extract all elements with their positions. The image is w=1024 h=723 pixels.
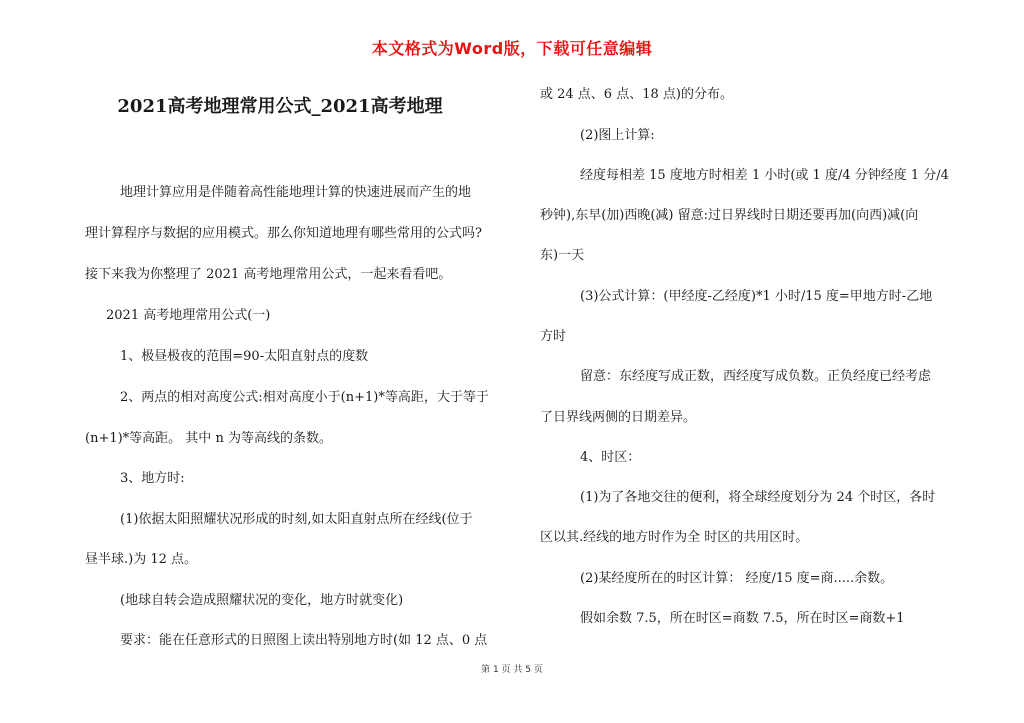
paragraph-line: (2)图上计算: <box>580 128 655 143</box>
paragraph-line: 经度每相差 15 度地方时相差 1 小时(或 1 度/4 分钟经度 1 分/4 <box>580 168 949 183</box>
paragraph-line: (3)公式计算：(甲经度-乙经度)*1 小时/15 度=甲地方时-乙地 <box>580 289 933 304</box>
paragraph-line: 留意：东经度写成正数，西经度写成负数。正负经度已经考虑 <box>580 369 932 384</box>
paragraph-line: 3、地方时: <box>120 471 185 486</box>
paragraph-line: (1)依据太阳照耀状况形成的时刻,如太阳直射点所在经线(位于 <box>120 512 473 527</box>
paragraph-line: 东)一天 <box>540 248 585 263</box>
paragraph-line: 秒钟),东早(加)西晚(减) 留意:过日界线时日期还要再加(向西)减(向 <box>540 208 919 223</box>
paragraph-line: 或 24 点、6 点、18 点)的分布。 <box>540 87 733 102</box>
paragraph-line: 4、时区： <box>580 450 641 465</box>
paragraph-line: 理计算程序与数据的应用模式。那么你知道地理有哪些常用的公式吗? <box>85 226 482 241</box>
paragraph-line: (1)为了各地交往的便利，将全球经度划分为 24 个时区，各时 <box>580 490 936 505</box>
paragraph-line: (2)某经度所在的时区计算： 经度/15 度=商.....余数。 <box>580 571 894 586</box>
paragraph-line: 了日界线两侧的日期差异。 <box>540 410 697 425</box>
paragraph-line: 2、两点的相对高度公式:相对高度小于(n+1)*等高距，大于等于 <box>120 390 489 405</box>
paragraph-line: 1、极昼极夜的范围=90-太阳直射点的度数 <box>120 349 369 364</box>
page-number: 第 1 页 共 5 页 <box>481 665 543 675</box>
paragraph-line: (地球自转会造成照耀状况的变化，地方时就变化) <box>120 593 404 608</box>
paragraph-line: 要求：能在任意形式的日照图上读出特别地方时(如 12 点、0 点 <box>120 633 488 648</box>
paragraph-line: 假如余数 7.5，所在时区=商数 7.5，所在时区=商数+1 <box>580 611 905 626</box>
word-format-banner: 本文格式为Word版，下载可任意编辑 <box>371 39 653 58</box>
document-title: 2021高考地理常用公式_2021高考地理 <box>117 96 443 117</box>
paragraph-line: 地理计算应用是伴随着高性能地理计算的快速进展而产生的地 <box>120 185 472 200</box>
paragraph-line: 接下来我为你整理了 2021 高考地理常用公式，一起来看看吧。 <box>85 267 452 282</box>
paragraph-line: (n+1)*等高距。 其中 n 为等高线的条数。 <box>85 431 332 446</box>
section-heading: 2021 高考地理常用公式(一) <box>106 308 271 323</box>
paragraph-line: 方时 <box>540 329 567 344</box>
paragraph-line: 区以其.经线的地方时作为全 时区的共用区时。 <box>540 530 809 545</box>
paragraph-line: 昼半球.)为 12 点。 <box>85 552 198 567</box>
